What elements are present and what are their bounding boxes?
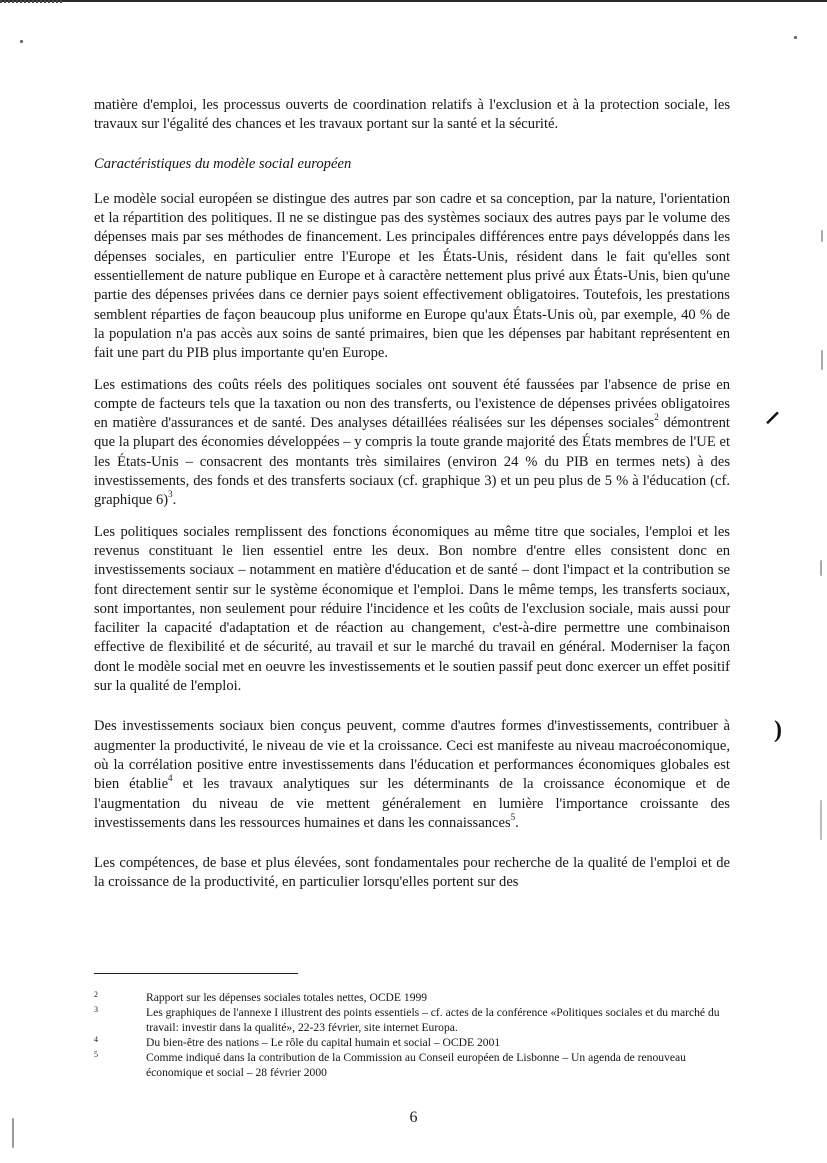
- section-heading: Caractéristiques du modèle social européen: [94, 155, 352, 172]
- paragraph-continued: matière d'emploi, les processus ouverts de coordination relatifs à l'exclusion et à la protection sociale, les travaux sur l'égalité des chances et les travaux portant sur la santé et la sécurité.: [94, 97, 730, 133]
- body-text: [94, 96, 730, 893]
- top-border-line: [0, 0, 827, 2]
- footnote-number: 4: [94, 1035, 98, 1044]
- footnote-number: 3: [94, 1005, 98, 1014]
- footnote-ref[interactable]: 2: [654, 412, 659, 423]
- footnote-number: 5: [94, 1050, 98, 1059]
- scan-mark: [821, 350, 823, 370]
- footnote-ref[interactable]: 4: [168, 773, 173, 784]
- footnote-number: 2: [94, 990, 98, 999]
- scan-mark: [821, 230, 823, 242]
- footnote-separator: [94, 973, 298, 974]
- scan-mark: [20, 40, 23, 43]
- top-border-dots: [0, 0, 62, 3]
- paragraph: Les politiques sociales remplissent des fonctions économiques au même titre que sociales, l'emploi et les revenus constituant le lien essentiel entre les deux. Bon nombre d'entre elles consistent donc en investissements sociaux – notamment en matière d'éducation et de santé – dont l'impact et la contribution se font directement sentir sur le système économique et l'emploi. Dans le même temps, les transferts sociaux, sont importantes, non seulement pour réduire l'incidence et les coûts de l'exclusion sociale, mais aussi pour faciliter la capacité d'adaptation et de réaction au changement, c'est-à-dire permettre une combinaison effective de flexibilité et de sécurité, au travail et sur le marché du travail en général. Moderniser la façon dont le modèle social met en oeuvre les investissements et le soutien passif peut donc exercer un effet positif sur la qualité de l'emploi.: [94, 523, 730, 695]
- footnote: [94, 1050, 730, 1080]
- footnotes: [94, 990, 730, 1080]
- margin-bracket-mark: ): [774, 717, 782, 743]
- scan-mark: [820, 800, 822, 840]
- margin-bracket-mark: ⸝: [765, 395, 780, 428]
- footnote-text: Du bien-être des nations – Le rôle du capital humain et social – OCDE 2001: [146, 1036, 501, 1049]
- footnote-text: Rapport sur les dépenses sociales totales nettes, OCDE 1999: [146, 991, 428, 1004]
- scan-mark: [820, 560, 822, 576]
- paragraph: Des investissements sociaux bien conçus peuvent, comme d'autres formes d'investissements, contribuer à augmenter la productivité, le niveau de vie et la croissance. Ceci est manifeste au niveau macroéconomique, où la corrélation positive entre investissements dans l'éducation et performances économiques globales est bien établie$^4$ et les travaux analytiques sur les déterminants de la croissance économique et de l'augmentation du niveau de vie mettent généralement en lumière l'importance croissante des investissements dans les ressources humaines et dans les connaissances$^5$.: [94, 718, 730, 831]
- footnote: [94, 1035, 730, 1050]
- paragraph: Les compétences, de base et plus élevées, sont fondamentales pour recherche de la qualité de l'emploi et de la croissance de la productivité, en particulier lorsqu'elles portent sur des: [94, 855, 730, 891]
- footnote-ref[interactable]: 3: [168, 489, 173, 500]
- scan-mark: [794, 36, 797, 39]
- footnote-text: Les graphiques de l'annexe I illustrent des points essentiels – cf. actes de la conférence «Politiques sociales et du marché du travail: investir dans la qualité», 22-23 février, site internet Europa.: [146, 1006, 720, 1034]
- footnote: [94, 990, 730, 1005]
- page-number: 6: [409, 1109, 418, 1126]
- paragraph: Les estimations des coûts réels des politiques sociales ont souvent été faussées par l'absence de prise en compte de facteurs tels que la taxation ou non des transferts, ou l'existence de dépenses privées obligatoires en matière d'assurances et de santé. Des analyses détaillées réalisées sur les dépenses sociales$^2$ démontrent que la plupart des économies développées – y compris la toute grande majorité des États membres de l'UE et les États-Unis – consacrent des montants très similaires (environ 24 % du PIB en termes nets) à des investissements, des fonds et des transferts sociaux (cf. graphique 3) et un peu plus de 5 % à l'éducation (cf. graphique 6)$^3$.: [94, 376, 730, 509]
- footnote-text: Comme indiqué dans la contribution de la Commission au Conseil européen de Lisbonne – Un agenda de renouveau économique et social – 28 février 2000: [146, 1051, 686, 1079]
- paragraph: Le modèle social européen se distingue des autres par son cadre et sa conception, par la nature, l'orientation et la répartition des politiques. Il ne se distingue pas des systèmes sociaux des autres pays par le volume des dépenses mais par ses méthodes de financement. Les principales différences entre pays développés dans les dépenses sociales, en particulier entre l'Europe et les États-Unis, résident dans le fait qu'elles sont essentiellement de nature publique en Europe et à caractère nettement plus privé aux États-Unis, bien qu'une partie des dépenses privées dans ce dernier pays soient effectivement obligatoires. Toutefois, les prestations semblent réparties de façon beaucoup plus uniforme en Europe qu'aux États-Unis où, par exemple, 40 % de la population n'a pas accès aux soins de santé primaires, bien que les dépenses par habitant représentent en fait une part du PIB plus importante qu'en Europe.: [94, 190, 730, 362]
- footnote: [94, 1005, 730, 1035]
- footnote-ref[interactable]: 5: [510, 811, 516, 822]
